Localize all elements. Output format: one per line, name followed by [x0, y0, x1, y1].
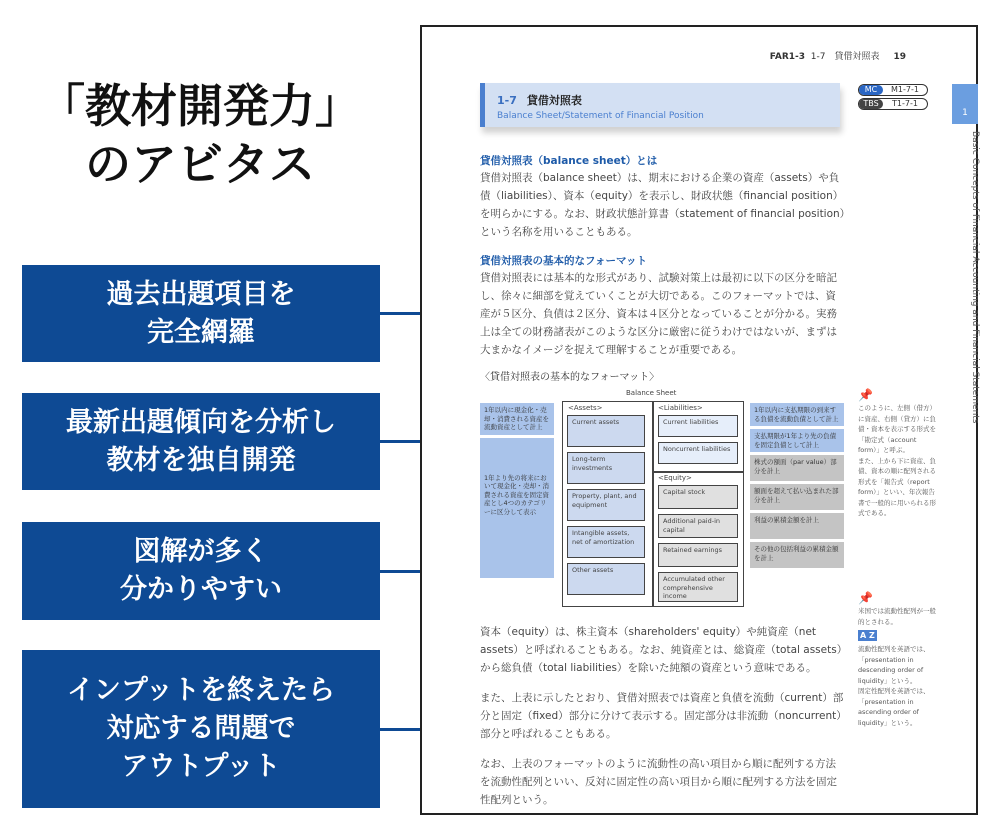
- margin-note: [858, 387, 936, 519]
- note-noncurrent-liabilities: 支払期限が1年より先の負債を固定負債として計上: [750, 429, 844, 452]
- margin-note-text: 流動性配列を英語では、「presentation in descending order of liquidity」という。 固定性配列を英語では、「presentation in ascending order of liquidity」という。: [858, 645, 930, 727]
- right-notes: [750, 403, 844, 568]
- margin-note-text: このように、左側（借方）に資産、右側（貸方）に負債・資本を表示する形式を「勘定式（account form）」と呼ぶ。 また、上から下に資産、負債、資本の順に配列される形式を「報告式（report form）」といい、年次報告書で一般的に用いられる形式である。: [858, 404, 936, 517]
- feature-box-output: インプットを終えたら 対応する問題で アウトプット: [22, 650, 380, 808]
- paragraph: 資本（equity）は、株主資本（shareholders' equity）や純資産（net assets）と呼ばれることもある。なお、純資産とは、総資産（total assets）から総負債（total liabilities）を除いた純額の資産という意味である。: [480, 626, 842, 674]
- note-capital-stock: 株式の額面（par value）部分を計上: [750, 455, 844, 481]
- feature-box-analysis: 最新出題傾向を分析し 教材を独自開発: [22, 393, 380, 490]
- note-apic: 額面を超えて払い込まれた部分を計上: [750, 484, 844, 510]
- paragraph: 貸借対照表には基本的な形式があり、試験対策上は最初に以下の区分を暗記し、徐々に細部を覚えていくことが大切である。このフォーマットでは、資産が５区分、負債は２区分、資本は４区分となっていることが分かる。実務上は全ての財務諸表がこのような区分に厳密に従うわけではないが、まずは大まかなイメージを捉えて理解することが重要である。: [480, 272, 837, 356]
- liability-item: Current liabilities: [658, 415, 738, 437]
- asset-item: Property, plant, and equipment: [567, 489, 645, 521]
- az-dictionary-icon: A Z: [860, 631, 875, 640]
- section-heading: [480, 83, 840, 127]
- heading-balance-sheet: 貸借対照表（balance sheet）とは: [480, 155, 658, 167]
- chapter-title-vertical: Basic Concepts of Financial Accounting and Financial Statements: [970, 131, 980, 424]
- equity-item: Accumulated other comprehensive income: [658, 572, 738, 602]
- diagram-title: Balance Sheet: [626, 389, 677, 397]
- paragraph: なお、上表のフォーマットのように流動性の高い項目から順に配列する方法を流動性配列といい、反対に固定性の高い項目から順に配列する方法を固定性配列という。: [480, 758, 837, 806]
- connector-line: [380, 570, 422, 573]
- hero-title-line2: のアビタス: [85, 137, 315, 191]
- margin-note-text: 米国では流動性配列が一般的とされる。: [858, 607, 936, 626]
- equity-item: Retained earnings: [658, 543, 738, 567]
- page-number: 19: [893, 52, 906, 62]
- badge-tag: MC: [859, 85, 883, 95]
- paragraph: また、上表に示したとおり、貸借対照表では資産と負債を流動（current）部分と固定（fixed）部分に分けて表示する。固定部分は非流動（noncurrent）部分と呼ばれることもある。: [480, 692, 844, 740]
- badge-ref: T1-7-1: [892, 99, 918, 108]
- note-noncurrent-assets: 1年より先の将来において現金化・売却・消費される資産を固定資産とし4つのカテゴリーに区分して表示: [480, 438, 554, 578]
- tbs-badge: [858, 98, 928, 110]
- note-current-liabilities: 1年以内に支払期限の到来する負債を流動負債として計上: [750, 403, 844, 426]
- hero-title-line1: 「教材開発力」: [39, 79, 361, 133]
- note-current-assets: 1年以内に現金化・売却・消費される資産を流動資産として計上: [480, 403, 554, 435]
- header-section: 1-7 貸借対照表: [810, 52, 880, 62]
- connector-line: [380, 728, 422, 731]
- heading-format: 貸借対照表の基本的なフォーマット: [480, 255, 648, 267]
- feature-box-diagrams: 図解が多く 分かりやすい: [22, 522, 380, 620]
- equity-item: Additional paid-in capital: [658, 514, 738, 538]
- liabilities-label: <Liabilities>: [658, 404, 703, 412]
- connector-line: [380, 312, 422, 315]
- note-aoci: その他の包括利益の累積金額を計上: [750, 542, 844, 568]
- section-title: 貸借対照表: [526, 94, 582, 107]
- connector-line: [380, 440, 422, 443]
- body-column: [480, 145, 846, 809]
- section-number: 1-7: [497, 94, 517, 107]
- pushpin-icon: 📌: [858, 591, 873, 605]
- liability-item: Noncurrent liabilities: [658, 442, 738, 464]
- equity-label: <Equity>: [658, 474, 692, 482]
- left-notes: [480, 403, 554, 578]
- margin-note: [858, 590, 936, 728]
- balance-sheet-diagram: [480, 389, 846, 611]
- note-retained-earnings: 利益の累積金額を計上: [750, 513, 844, 539]
- asset-item: Other assets: [567, 563, 645, 595]
- assets-label: <Assets>: [568, 404, 603, 412]
- badge-ref: M1-7-1: [891, 85, 919, 94]
- feature-box-coverage: 過去出題項目を 完全網羅: [22, 265, 380, 362]
- header-code: FAR1-3: [769, 52, 806, 62]
- chapter-tab: 1: [952, 84, 978, 124]
- badge-tag: TBS: [859, 99, 883, 109]
- section-subtitle: Balance Sheet/Statement of Financial Position: [497, 111, 704, 121]
- asset-item: Current assets: [567, 415, 645, 447]
- equity-item: Capital stock: [658, 485, 738, 509]
- pushpin-icon: 📌: [858, 388, 873, 402]
- figure-caption: 〈貸借対照表の基本的なフォーマット〉: [480, 372, 660, 383]
- mc-badge: [858, 84, 928, 96]
- running-header: [770, 49, 906, 62]
- asset-item: Long-term investments: [567, 452, 645, 484]
- textbook-page: [420, 25, 978, 815]
- asset-item: Intangible assets, net of amortization: [567, 526, 645, 558]
- paragraph: 貸借対照表（balance sheet）は、期末における企業の資産（assets）や負債（liabilities）、資本（equity）を表示し、財政状態（financial position）を明らかにする。なお、財政状態計算書（statement of financial position）という名称を用いることもある。: [480, 172, 845, 238]
